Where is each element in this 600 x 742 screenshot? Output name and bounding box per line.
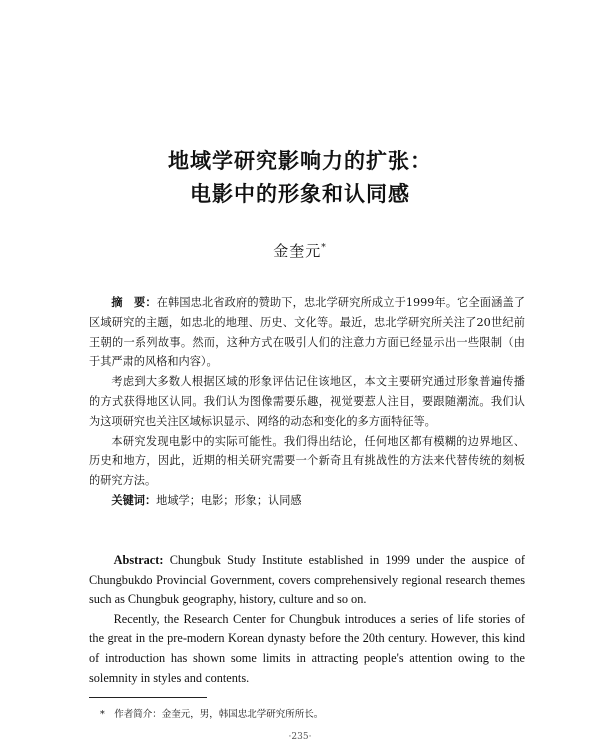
footnote-text: 作者简介：金奎元，男，韩国忠北学研究所所长。: [114, 709, 324, 720]
abstract-en-label: Abstract:: [113, 553, 164, 567]
footnote-divider: [89, 697, 207, 698]
author: [0, 240, 600, 261]
author-name: 金奎元: [273, 242, 322, 260]
abstract-cn-p1-text: 在韩国忠北省政府的赞助下，忠北学研究所成立于1999年。它全面涵盖了区域研究的主题，如忠北的地理、历史、文化等。最近，忠北学研究所关注了20世纪前王朝的一系列故事。然而，这种方式在吸引人们的注意力方面已经显示出一些限制（由于其严肃的风格和内容）。: [89, 296, 525, 369]
abstract-cn-paragraph-2: 考虑到大多数人根据区域的形象评估记住该地区，本文主要研究通过形象普遍传播的方式获得地区认同。我们认为图像需要乐趣，视觉要惹人注目，要跟随潮流。我们认为这项研究也关注区域标识显示、网络的动态和变化的多方面特征等。: [89, 375, 525, 428]
paper-title-line-1: 地域学研究影响力的扩张：: [168, 149, 432, 173]
abstract-cn-label: 摘 要：: [111, 295, 157, 309]
abstract-english: [89, 551, 525, 688]
footnote: [100, 708, 323, 722]
footnote-mark: *: [100, 709, 105, 720]
abstract-cn-paragraph-1: [89, 293, 525, 372]
paper-title-line-2: 电影中的形象和认同感: [190, 182, 410, 206]
page-number: ·235·: [288, 732, 312, 742]
abstract-en-paragraph-2: Recently, the Research Center for Chungbuk introduces a series of life stories of the great in the pre-modern Korean dynasty before the 20th century. However, this kind of introduction has shown some limits in attracting people's attention owing to the solemnity in styles and contents.: [89, 611, 525, 685]
abstract-cn-paragraph-3: 本研究发现电影中的实际可能性。我们得出结论，任何地区都有模糊的边界地区、历史和地方，因此，近期的相关研究需要一个新奇且有挑战性的方法来代替传统的刻板的研究方法。: [89, 434, 525, 488]
keywords-text: 地域学；电影；形象；认同感: [156, 493, 302, 507]
keywords-label: 关键词：: [111, 492, 157, 507]
abstract-en-p1-text: Chungbuk Study Institute established in 1999 under the auspice of Chungbukdo Provincial Government, covers comprehensively regional research themes such as Chungbuk geography, history, culture and so on.: [89, 553, 525, 607]
author-footnote-mark: *: [321, 243, 327, 253]
abstract-chinese: [89, 293, 525, 511]
abstract-en-paragraph-1: [89, 551, 525, 610]
keywords: [89, 491, 525, 511]
